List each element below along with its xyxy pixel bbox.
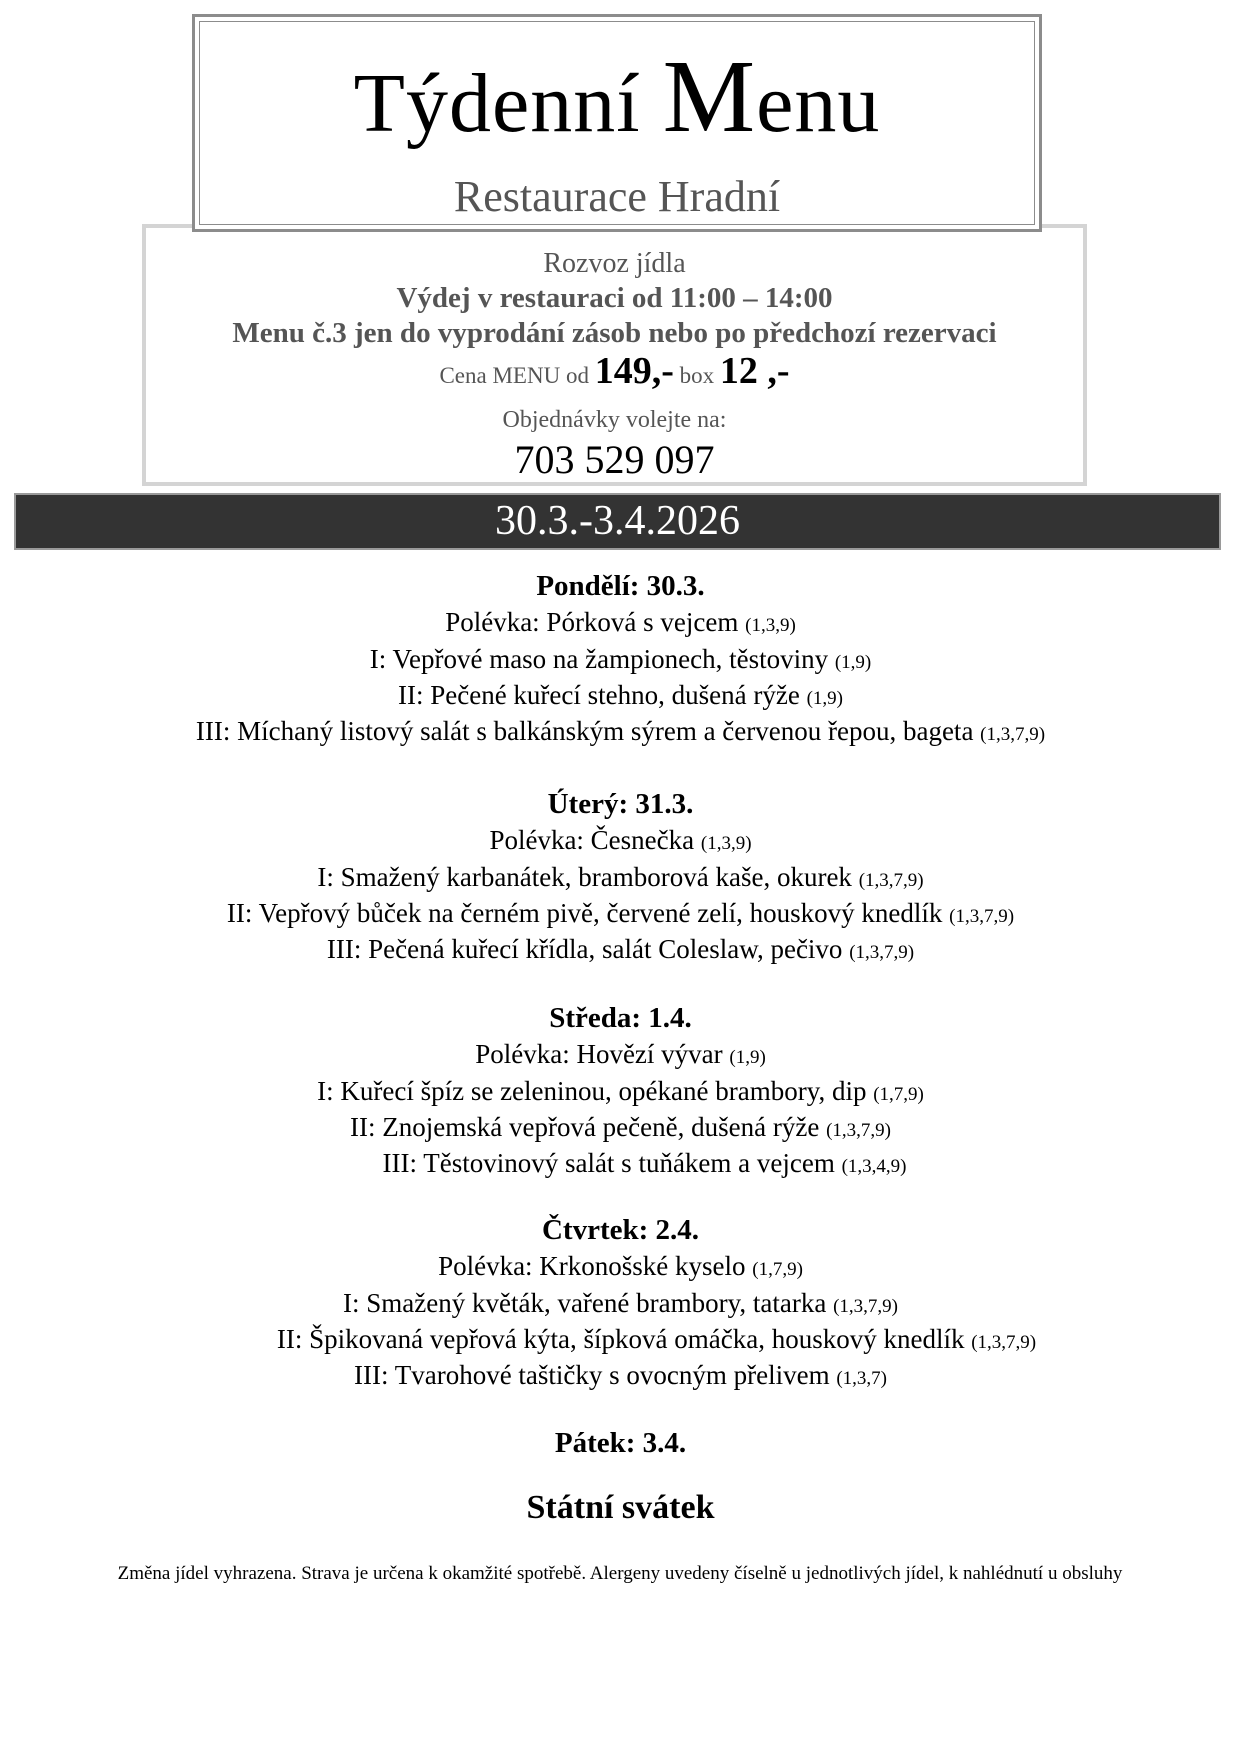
allergens: (1,3,7,9)	[949, 906, 1015, 927]
dish-name: II: Pečené kuřecí stehno, dušená rýže	[398, 680, 807, 710]
dish-name: II: Vepřový bůček na černém pivě, červené zelí, houskový knedlík	[226, 898, 950, 928]
menu-item	[0, 827, 1241, 854]
dish-name: II: Znojemská vepřová pečeně, dušená rýže	[350, 1112, 827, 1142]
title-prefix: Týdenní	[353, 57, 663, 150]
menu-item	[0, 936, 1241, 963]
price-line	[146, 352, 1083, 390]
allergens: (1,3,9)	[700, 833, 752, 854]
menu-item	[0, 1290, 1241, 1317]
menu-item	[0, 1362, 1241, 1389]
dish-name: I: Vepřové maso na žampionech, těstoviny	[369, 644, 835, 674]
day-heading: Pondělí: 30.3.	[536, 570, 705, 602]
allergens: (1,3,9)	[745, 615, 796, 636]
box-price-value: 12 ,-	[719, 350, 790, 392]
menu-item	[0, 646, 1241, 673]
dish-name: III: Těstovinový salát s tuňákem a vejcem	[382, 1148, 842, 1178]
allergens: (1,3,7,9)	[826, 1120, 891, 1141]
allergens: (1,9)	[834, 652, 872, 673]
holiday-notice: Státní svátek	[526, 1489, 715, 1526]
pickup-hours: Výdej v restauraci od 11:00 – 14:00	[396, 282, 833, 314]
day-heading: Pátek: 3.4.	[554, 1427, 687, 1459]
restaurant-name: Restaurace Hradní	[453, 172, 781, 221]
title-box	[192, 14, 1042, 232]
allergens: (1,3,7,9)	[980, 724, 1046, 745]
dish-name: III: Pečená kuřecí křídla, salát Coleslaw, pečivo	[326, 934, 850, 964]
day-heading: Čtvrtek: 2.4.	[541, 1214, 700, 1246]
menu-item	[0, 1114, 1241, 1141]
dish-name: Polévka: Hovězí vývar	[475, 1039, 730, 1069]
phone-number: 703 529 097	[514, 437, 715, 482]
page-title	[195, 39, 1039, 154]
allergens: (1,7,9)	[873, 1084, 924, 1105]
dish-name: II: Špikovaná vepřová kýta, šípková omáčka, houskový knedlík	[276, 1324, 972, 1354]
menu-item	[0, 864, 1241, 891]
allergens: (1,3,7)	[836, 1368, 888, 1389]
price-label: Cena MENU od	[439, 363, 595, 388]
menu-item	[0, 1326, 1241, 1353]
price-value: 149,-	[594, 350, 674, 392]
allergens: (1,3,7,9)	[849, 942, 915, 963]
title-suffix: enu	[756, 57, 881, 150]
day-heading: Středa: 1.4.	[549, 1002, 692, 1034]
dish-name: I: Kuřecí špíz se zeleninou, opékané brambory, dip	[317, 1076, 874, 1106]
dish-name: Polévka: Česnečka	[489, 825, 701, 855]
title-initial: M	[662, 39, 757, 154]
footer-note: Změna jídel vyhrazena. Strava je určena k okamžité spotřebě. Alergeny uvedeny číselně u jednotlivých jídel, k nahlédnutí u obsluhy	[117, 1563, 1123, 1584]
allergens: (1,3,7,9)	[858, 870, 924, 891]
menu-item	[0, 1253, 1241, 1280]
menu-item	[0, 682, 1241, 709]
dish-name: III: Tvarohové taštičky s ovocným přelivem	[353, 1360, 837, 1390]
allergens: (1,3,7,9)	[971, 1332, 1037, 1353]
info-box	[142, 224, 1087, 486]
allergens: (1,3,7,9)	[833, 1296, 898, 1317]
dish-name: Polévka: Pórková s vejcem	[445, 607, 746, 637]
day-heading: Úterý: 31.3.	[547, 788, 694, 820]
menu-item	[0, 1150, 1241, 1177]
dish-name: I: Smažený karbanátek, bramborová kaše, okurek	[317, 862, 859, 892]
allergens: (1,9)	[729, 1047, 766, 1068]
allergens: (1,7,9)	[752, 1259, 803, 1280]
dish-name: I: Smažený květák, vařené brambory, tatarka	[343, 1288, 834, 1318]
week-range: 30.3.-3.4.2026	[495, 498, 740, 544]
dish-name: Polévka: Krkonošské kyselo	[438, 1251, 753, 1281]
dish-name: III: Míchaný listový salát s balkánským sýrem a červenou řepou, bageta	[195, 716, 981, 746]
order-label: Objednávky volejte na:	[502, 407, 727, 433]
menu-item	[0, 609, 1241, 636]
box-label: box	[673, 363, 720, 388]
menu-item	[0, 718, 1241, 745]
allergens: (1,9)	[806, 688, 843, 709]
menu3-note: Menu č.3 jen do vyprodání zásob nebo po předchozí rezervaci	[232, 317, 997, 349]
menu-item	[0, 1041, 1241, 1068]
delivery-line: Rozvoz jídla	[543, 248, 686, 279]
menu-item	[0, 1078, 1241, 1105]
allergens: (1,3,4,9)	[841, 1156, 907, 1177]
week-range-bar	[14, 493, 1221, 550]
menu-item	[0, 900, 1241, 927]
